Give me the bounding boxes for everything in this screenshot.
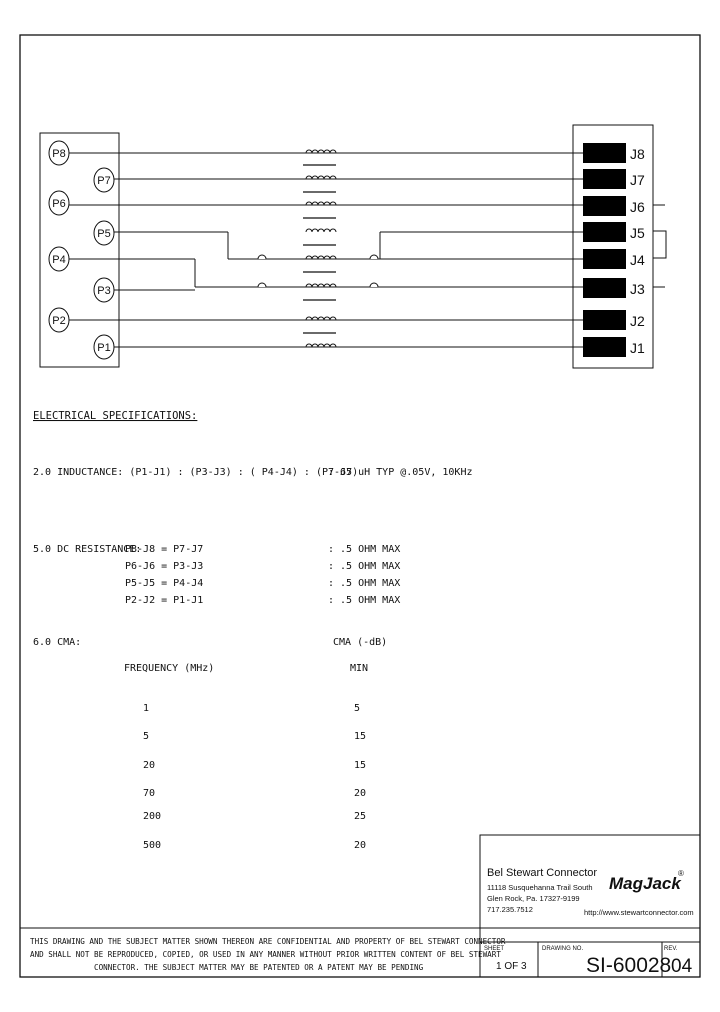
jack-label-j2: J2 bbox=[630, 313, 645, 329]
jack-contact-j8 bbox=[583, 143, 626, 163]
cma-freq-2: 5 bbox=[143, 731, 150, 742]
jack-contact-j5 bbox=[583, 222, 626, 242]
dc-value-3: : .5 OHM MAX bbox=[328, 578, 401, 589]
inductor-coil-4 bbox=[306, 229, 336, 232]
jack-label-j3: J3 bbox=[630, 281, 645, 297]
jack-contact-j1 bbox=[583, 337, 626, 357]
cma-freq-1: 1 bbox=[143, 703, 150, 714]
jack-label-j8: J8 bbox=[630, 146, 645, 162]
pin-label-p8: P8 bbox=[52, 148, 66, 160]
company-name: Bel Stewart Connector bbox=[487, 867, 598, 879]
cma-min-5: 25 bbox=[354, 811, 367, 822]
crossover-hop-3 bbox=[370, 255, 378, 259]
cma-freq-3: 20 bbox=[143, 760, 156, 771]
magjack-logo-mark: ® bbox=[678, 869, 684, 878]
jack-contact-j2 bbox=[583, 310, 626, 330]
inductance-value: : 65 uH TYP @.05V, 10KHz bbox=[328, 467, 473, 478]
pin-label-p1: P1 bbox=[97, 342, 111, 354]
inductance-label: 2.0 INDUCTANCE: (P1-J1) : (P3-J3) : ( P4-J4) : (P7-J7) bbox=[33, 467, 359, 478]
rev-label: REV. bbox=[664, 946, 678, 952]
sheet-label: SHEET bbox=[484, 946, 505, 952]
notice-line-2: AND SHALL NOT BE REPRODUCED, COPIED, OR USED IN ANY MANNER WITHOUT PRIOR WRITTEN CONTENT OF BEL STEWART bbox=[30, 950, 501, 959]
notice-line-1: THIS DRAWING AND THE SUBJECT MATTER SHOWN THEREON ARE CONFIDENTIAL AND PROPERTY OF BEL STEWART CONNECTOR bbox=[30, 937, 506, 946]
company-website: http://www.stewartconnector.com bbox=[584, 908, 694, 917]
cma-min-1: 5 bbox=[354, 703, 361, 714]
cma-label: 6.0 CMA: bbox=[33, 637, 82, 648]
spec-heading: ELECTRICAL SPECIFICATIONS: bbox=[33, 410, 198, 422]
crossover-hop-1 bbox=[258, 255, 266, 259]
jack-label-j4: J4 bbox=[630, 252, 645, 268]
jack-contact-j7 bbox=[583, 169, 626, 189]
dc-resistance-label: 5.0 DC RESISTANCE: bbox=[33, 544, 142, 555]
dc-value-4: : .5 OHM MAX bbox=[328, 595, 401, 606]
crossover-hop-4 bbox=[370, 283, 378, 287]
crossover-hop-2 bbox=[258, 283, 266, 287]
dc-value-1: : .5 OHM MAX bbox=[328, 544, 401, 555]
jack-label-j5: J5 bbox=[630, 225, 645, 241]
sheet-value: 1 OF 3 bbox=[496, 961, 527, 972]
dc-pair-4: P2-J2 = P1-J1 bbox=[125, 595, 204, 606]
drawing-number-label: DRAWING NO. bbox=[542, 946, 584, 952]
dc-value-2: : .5 OHM MAX bbox=[328, 561, 401, 572]
bracket-j5-j4 bbox=[653, 231, 666, 258]
magjack-logo: MagJack bbox=[609, 874, 681, 893]
cma-min-3: 15 bbox=[354, 760, 367, 771]
jack-contact-j4 bbox=[583, 249, 626, 269]
dc-pair-1: P8-J8 = P7-J7 bbox=[125, 544, 204, 555]
dc-pair-2: P6-J6 = P3-J3 bbox=[125, 561, 204, 572]
cma-freq-5: 200 bbox=[143, 811, 162, 822]
jack-contact-j3 bbox=[583, 278, 626, 298]
jack-label-j1: J1 bbox=[630, 340, 645, 356]
company-address-2: Glen Rock, Pa. 17327-9199 bbox=[487, 894, 580, 903]
cma-min-6: 20 bbox=[354, 840, 367, 851]
cma-freq-6: 500 bbox=[143, 840, 162, 851]
pin-label-p4: P4 bbox=[52, 254, 66, 266]
left-pin-group bbox=[49, 141, 114, 359]
jack-label-j6: J6 bbox=[630, 199, 645, 215]
rev-value: 04 bbox=[671, 956, 693, 977]
cma-min-4: 20 bbox=[354, 788, 367, 799]
wiring-group bbox=[69, 150, 583, 347]
dc-pair-3: P5-J5 = P4-J4 bbox=[125, 578, 204, 589]
pin-label-p2: P2 bbox=[52, 315, 66, 327]
notice-line-3: CONNECTOR. THE SUBJECT MATTER MAY BE PATENTED OR A PATENT MAY BE PENDING bbox=[94, 963, 424, 972]
company-address-1: 11118 Susquehanna Trail South bbox=[487, 883, 593, 892]
jack-contact-j6 bbox=[583, 196, 626, 216]
cma-rows bbox=[143, 703, 366, 851]
cma-freq-4: 70 bbox=[143, 788, 156, 799]
frequency-header: FREQUENCY (MHz) bbox=[124, 663, 215, 674]
cma-min-2: 15 bbox=[354, 731, 367, 742]
pin-label-p3: P3 bbox=[97, 285, 111, 297]
pin-label-p6: P6 bbox=[52, 198, 66, 210]
cma-unit-header: CMA (-dB) bbox=[333, 637, 388, 648]
pin-label-p5: P5 bbox=[97, 228, 111, 240]
drawing-number-value: SI-60028 bbox=[586, 954, 672, 977]
min-header: MIN bbox=[350, 663, 369, 674]
right-jack-group bbox=[583, 143, 645, 357]
dc-resistance-rows bbox=[125, 544, 400, 606]
jack-label-j7: J7 bbox=[630, 172, 645, 188]
company-phone: 717.235.7512 bbox=[487, 905, 533, 914]
pin-label-p7: P7 bbox=[97, 175, 111, 187]
